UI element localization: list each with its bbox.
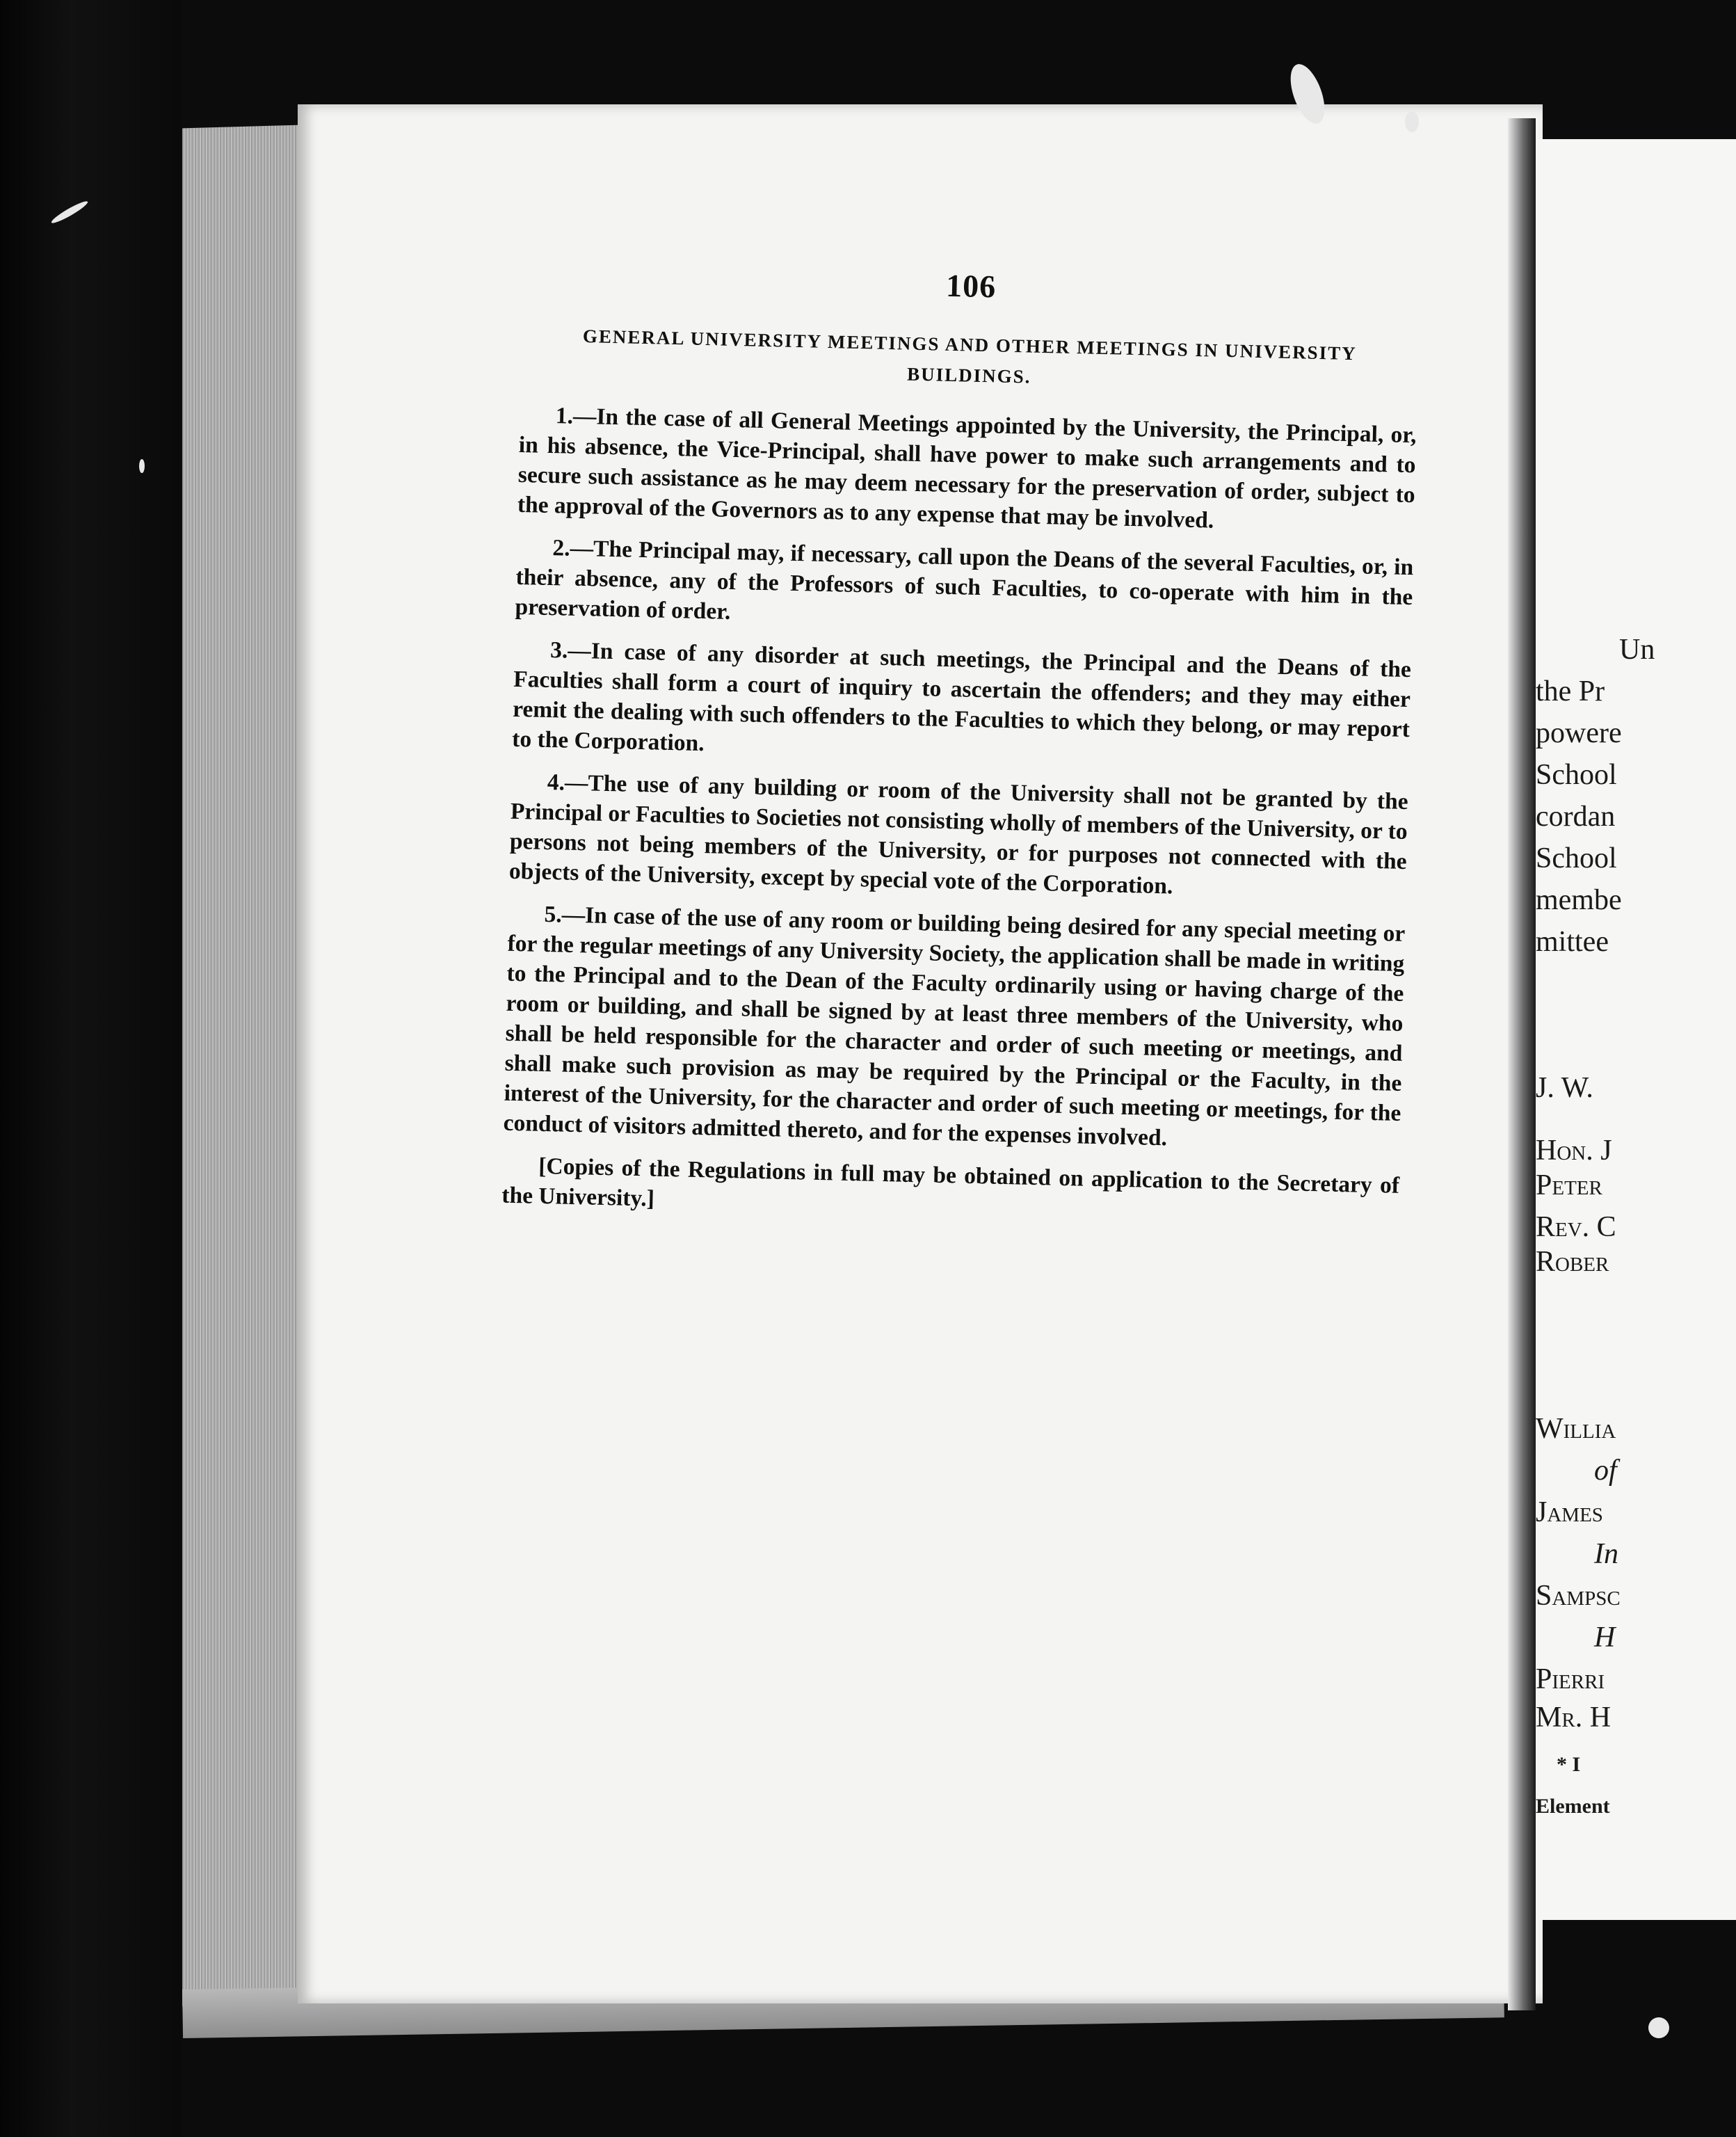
facing-line: mittee <box>1536 926 1609 958</box>
facing-line: Pierri <box>1536 1663 1605 1695</box>
facing-line: of <box>1594 1455 1617 1487</box>
regulation-paragraph: 3.—In case of any disorder at such meetings, the Principal and the Deans of the Faculties shall form a court of inquiry to ascertain the offenders; and they may either remit the dealing with such offenders to the Faculties to which they belong, or may report to the Corporation. <box>511 637 1412 757</box>
facing-line: Hon. J <box>1536 1135 1612 1167</box>
facing-line: cordan <box>1536 801 1616 833</box>
facing-line: Peter <box>1536 1169 1602 1201</box>
facing-line: Mr. H <box>1536 1702 1612 1734</box>
facing-line: Willia <box>1536 1413 1616 1445</box>
facing-line: Rev. C <box>1536 1211 1616 1243</box>
regulation-paragraph: 4.—The use of any building or room of the University shall not be granted by the Principal or Faculties to Societies not consisting wholly of members of the University, or to persons not being members of the University, or for purposes not connected with the objects of the University, except by special vote of the Corporation. <box>508 769 1408 899</box>
facing-line: * I <box>1557 1753 1581 1776</box>
facing-line: In <box>1594 1538 1618 1570</box>
facing-line: J. W. <box>1536 1072 1593 1104</box>
dust-speck <box>1405 111 1419 132</box>
facing-line: Element <box>1536 1795 1610 1818</box>
facing-page <box>1536 139 1736 1920</box>
facing-line: membe <box>1536 884 1622 916</box>
book-gutter <box>1508 118 1536 2010</box>
facing-line: H <box>1594 1622 1616 1654</box>
dust-speck <box>139 459 145 473</box>
regulation-paragraph: 5.—In case of the use of any room or building being desired for any special meeting or for the regular meetings of any University Society, the application shall be made in writing to the Principal and to the Dean of the Faculty ordinarily using or having charge of the room or building, and shall be signed by at least three members of the University, who shall be held responsible for the character and order of such meeting or meetings, and shall make such provision as may be required by the Principal or the Faculty, in the interest of the University, for the character and order of such meeting or meetings, for the conduct of visitors admitted thereto, and for the expenses involved. <box>503 901 1406 1151</box>
page-edges <box>182 125 300 2007</box>
facing-line: Rober <box>1536 1246 1609 1278</box>
section-heading: GENERAL UNIVERSITY MEETINGS AND OTHER MEETINGS IN UNIVERSITY BUILDINGS. <box>582 325 1357 387</box>
film-edge <box>0 0 181 2137</box>
regulation-paragraph: 2.—The Principal may, if necessary, call upon the Deans of the several Faculties, or, in their absence, any of the Professors of such Faculties, to co-operate with him in the preservation of order. <box>515 535 1414 625</box>
facing-line: School <box>1536 759 1617 791</box>
page-text <box>501 257 1420 1243</box>
dust-speck <box>1648 2017 1669 2038</box>
facing-line: Sampsc <box>1536 1580 1621 1612</box>
facing-line: the Pr <box>1536 675 1605 707</box>
facing-line: School <box>1536 842 1617 874</box>
facing-line: Un <box>1619 634 1655 666</box>
facing-line: James <box>1536 1496 1603 1528</box>
regulation-paragraph: 1.—In the case of all General Meetings appointed by the University, the Principal, or, in his absence, the Vice-Principal, shall have power to make such arrangements and to secure such assistance as he may deem necessary for the preservation of order, subject to the approval of the Governors as to any expense that may be involved. <box>517 403 1417 534</box>
note-paragraph: [Copies of the Regulations in full may be obtained on application to the Secretary of the University.] <box>501 1153 1400 1212</box>
facing-line: powere <box>1536 717 1622 749</box>
page-number: 106 <box>945 267 997 305</box>
